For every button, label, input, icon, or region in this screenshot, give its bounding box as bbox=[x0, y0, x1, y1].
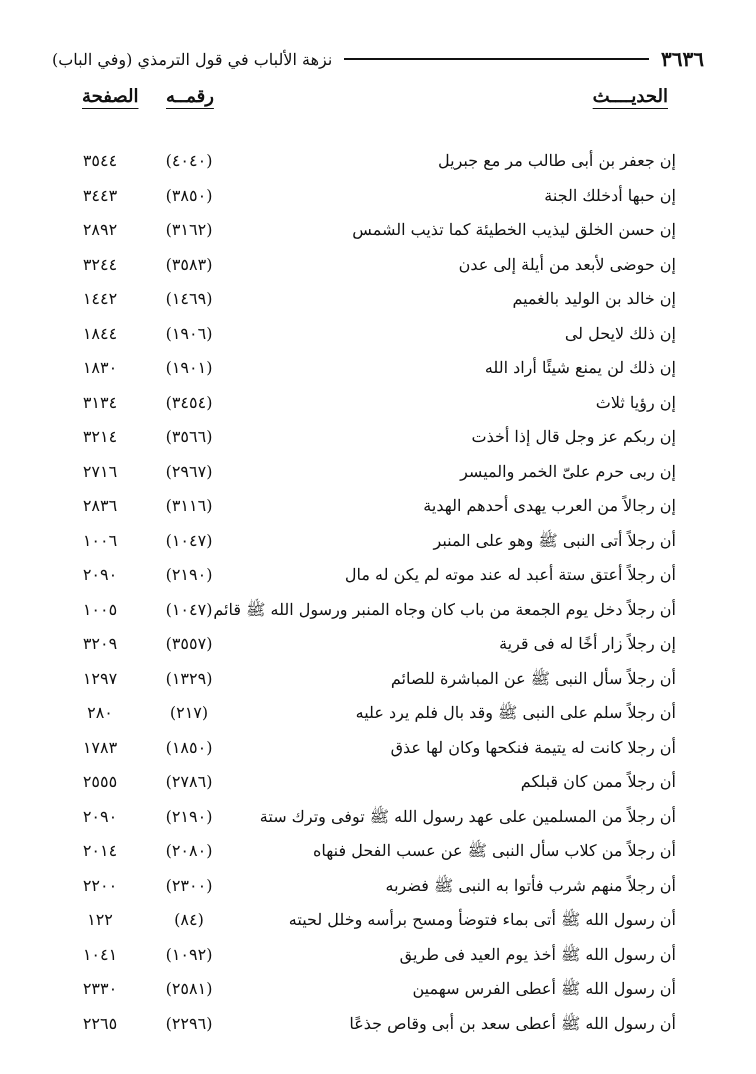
page-reference: ٣١٣٤ bbox=[82, 392, 118, 412]
index-entry bbox=[0, 869, 756, 904]
hadith-text: إن رؤيا ثلاث bbox=[595, 392, 676, 412]
hadith-text: إن ربكم عز وجل قال إذا أخذت bbox=[471, 427, 676, 446]
hadith-text: أن رسول الله ﷺ أعطى سعد بن أبى وقاص جذعًا bbox=[349, 1013, 676, 1033]
hadith-number: (٢٣٠٠) bbox=[165, 875, 213, 895]
page-reference: ١٠٠٦ bbox=[82, 530, 118, 550]
page-reference: ٣٢٤٤ bbox=[82, 254, 118, 274]
hadith-text: أن رجلاً دخل يوم الجمعة من باب كان وجاه المنبر ورسول الله ﷺ قائم bbox=[213, 599, 676, 619]
column-header-hadith: الحديــــث bbox=[592, 86, 668, 107]
index-entry bbox=[0, 1007, 756, 1042]
hadith-text: أن رجلاً سأل النبى ﷺ عن المباشرة للصائم bbox=[390, 668, 676, 688]
index-entry bbox=[0, 972, 756, 1007]
hadith-number: (٢٢٩٦) bbox=[165, 1013, 213, 1033]
hadith-number: (٣٥٥٧) bbox=[165, 634, 213, 653]
index-entry bbox=[0, 179, 756, 214]
hadith-text: إن ذلك لن يمنع شيئًا أراد الله bbox=[484, 358, 676, 377]
hadith-text: إن حسن الخلق ليذيب الخطيئة كما تذيب الشمس bbox=[352, 220, 676, 239]
hadith-text: إن جعفر بن أبى طالب مر مع جبريل bbox=[438, 151, 676, 170]
hadith-number: (١٤٦٩) bbox=[165, 289, 213, 308]
hadith-number: (٢٧٨٦) bbox=[165, 772, 213, 791]
page-reference: ٢٨٩٢ bbox=[82, 220, 118, 239]
index-entry bbox=[0, 248, 756, 283]
page-reference: ٢٥٥٥ bbox=[82, 772, 118, 791]
page-number: ٣٦٣٦ bbox=[661, 47, 704, 71]
hadith-number: (٣١١٦) bbox=[165, 496, 213, 515]
column-header-number: رقمــه bbox=[166, 86, 214, 107]
index-entry bbox=[0, 834, 756, 869]
hadith-number: (١٠٤٧) bbox=[165, 599, 213, 619]
hadith-text: أن رجلاً ممن كان قبلكم bbox=[520, 772, 676, 791]
hadith-text: أن رجلاً من كلاب سأل النبى ﷺ عن عسب الفحل فنهاه bbox=[313, 841, 676, 860]
page-reference: ١٧٨٣ bbox=[82, 737, 118, 757]
page-reference: ٣٤٤٣ bbox=[82, 185, 118, 205]
hadith-text: أن رسول الله ﷺ أعطى الفرس سهمين bbox=[412, 979, 676, 998]
page-reference: ١٠٤١ bbox=[82, 944, 118, 964]
hadith-number: (٤٠٤٠) bbox=[165, 151, 213, 170]
index-entry bbox=[0, 144, 756, 179]
index-entry bbox=[0, 696, 756, 731]
hadith-text: أن رجلاً منهم شرب فأتوا به النبى ﷺ فضربه bbox=[385, 875, 676, 895]
index-entry bbox=[0, 558, 756, 593]
page-reference: ٢٨٣٦ bbox=[82, 496, 118, 515]
hadith-text: إن خالد بن الوليد بالغميم bbox=[512, 289, 676, 308]
hadith-text: أن رجلاً من المسلمين على عهد رسول الله ﷺ توفى وترك ستة bbox=[259, 806, 676, 826]
page-reference: ١٤٤٢ bbox=[82, 289, 118, 308]
hadith-text: أن رجلا كانت له يتيمة فنكحها وكان لها عذق bbox=[390, 737, 676, 757]
hadith-number: (٢٠٨٠) bbox=[165, 841, 213, 860]
hadith-text: أن رجلاً أتى النبى ﷺ وهو على المنبر bbox=[433, 530, 676, 550]
page-reference: ٢٠١٤ bbox=[82, 841, 118, 860]
index-entry bbox=[0, 593, 756, 628]
index-entry bbox=[0, 489, 756, 524]
column-header-page: الصفحة bbox=[82, 86, 139, 107]
header-rule bbox=[344, 58, 649, 60]
page-reference: ١٢٩٧ bbox=[82, 668, 118, 688]
hadith-number: (١٨٥٠) bbox=[165, 737, 213, 757]
index-entry bbox=[0, 420, 756, 455]
hadith-number: (٣١٦٢) bbox=[165, 220, 213, 239]
hadith-text: أن رجلاً أعتق ستة أعبد له عند موته لم يكن له مال bbox=[344, 565, 676, 584]
hadith-number: (٢١٧) bbox=[169, 703, 209, 722]
hadith-text: أن رسول الله ﷺ أتى بماء فتوضأ ومسح برأسه وخلل لحيته bbox=[288, 910, 676, 929]
hadith-number: (١٩٠١) bbox=[165, 358, 213, 377]
index-entry bbox=[0, 351, 756, 386]
hadith-number: (٣٥٨٣) bbox=[165, 254, 213, 274]
index-entry bbox=[0, 386, 756, 421]
page-reference: ٢٠٩٠ bbox=[82, 565, 118, 584]
page-header bbox=[52, 44, 704, 74]
page-reference: ٢٣٣٠ bbox=[82, 979, 118, 998]
hadith-number: (٢١٩٠) bbox=[165, 806, 213, 826]
page-reference: ١٨٤٤ bbox=[82, 323, 118, 343]
index-entries bbox=[0, 144, 756, 1041]
page-reference: ٢٢٦٥ bbox=[82, 1013, 118, 1033]
page-reference: ٢٢٠٠ bbox=[82, 875, 118, 895]
hadith-number: (٣٥٦٦) bbox=[165, 427, 213, 446]
index-entry bbox=[0, 765, 756, 800]
page-reference: ٣٥٤٤ bbox=[82, 151, 118, 170]
hadith-number: (٣٨٥٠) bbox=[165, 185, 213, 205]
hadith-text: إن رجلاً زار أخًا له فى قرية bbox=[499, 634, 676, 653]
index-entry bbox=[0, 627, 756, 662]
hadith-text: أن رجلاً سلم على النبى ﷺ وقد بال فلم يرد عليه bbox=[355, 703, 676, 722]
page-reference: ٢٨٠ bbox=[87, 703, 113, 722]
hadith-number: (٢٩٦٧) bbox=[165, 461, 213, 481]
index-entry bbox=[0, 731, 756, 766]
hadith-text: إن حوضى لأبعد من أيلة إلى عدن bbox=[458, 254, 676, 274]
hadith-number: (١٩٠٦) bbox=[165, 323, 213, 343]
hadith-number: (٢١٩٠) bbox=[165, 565, 213, 584]
hadith-number: (١٠٤٧) bbox=[165, 530, 213, 550]
hadith-number: (٨٤) bbox=[174, 910, 204, 929]
page-reference: ٣٢١٤ bbox=[82, 427, 118, 446]
index-entry bbox=[0, 662, 756, 697]
index-entry bbox=[0, 455, 756, 490]
index-entry bbox=[0, 213, 756, 248]
page-reference: ٢٠٩٠ bbox=[82, 806, 118, 826]
hadith-text: إن ذلك لايحل لى bbox=[564, 323, 676, 343]
index-entry bbox=[0, 524, 756, 559]
index-entry bbox=[0, 800, 756, 835]
hadith-text: أن رسول الله ﷺ أخذ يوم العيد فى طريق bbox=[399, 944, 676, 964]
running-title: نزهة الألباب في قول الترمذي (وفي الباب) bbox=[52, 49, 333, 69]
hadith-text: إن رجالاً من العرب يهدى أحدهم الهدية bbox=[423, 496, 676, 515]
page-reference: ٢٧١٦ bbox=[82, 461, 118, 481]
index-entry bbox=[0, 282, 756, 317]
index-entry bbox=[0, 938, 756, 973]
page-reference: ٣٢٠٩ bbox=[82, 634, 118, 653]
page-reference: ١٠٠٥ bbox=[82, 599, 118, 619]
column-headers bbox=[60, 86, 668, 120]
hadith-number: (١٠٩٢) bbox=[165, 944, 213, 964]
hadith-text: إن ربى حرم علىّ الخمر والميسر bbox=[460, 461, 676, 481]
hadith-number: (٢٥٨١) bbox=[165, 979, 213, 998]
index-entry bbox=[0, 317, 756, 352]
index-entry bbox=[0, 903, 756, 938]
hadith-number: (١٣٢٩) bbox=[165, 668, 213, 688]
hadith-number: (٣٤٥٤) bbox=[165, 392, 213, 412]
page-reference: ١٢٢ bbox=[87, 910, 113, 929]
hadith-text: إن حبها أدخلك الجنة bbox=[544, 185, 676, 205]
page-reference: ١٨٣٠ bbox=[82, 358, 118, 377]
